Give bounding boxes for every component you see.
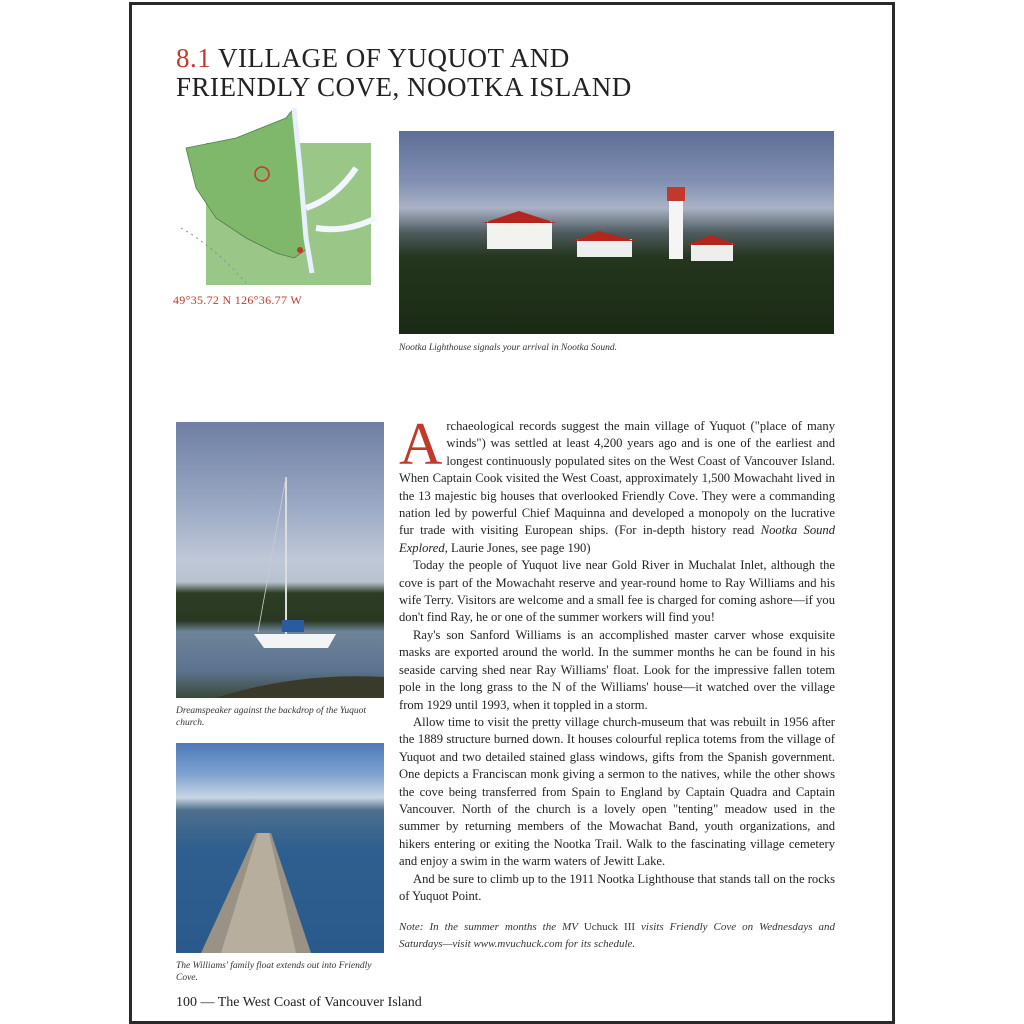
text-column xyxy=(399,411,836,953)
schedule-note xyxy=(399,919,835,953)
section-number: 8.1 xyxy=(176,43,212,73)
lighthouse-photo xyxy=(399,131,834,334)
nootka-island-map xyxy=(176,108,382,290)
dock-photo xyxy=(176,743,384,953)
paragraph: Today the people of Yuquot live near Gold River in Muchalat Inlet, although the cove is part of the Mowachaht reserve and year-round home to Ray Williams and his wife Terry. Visitors are welcome and a small fee is charged for coming ashore—if you don't find Ray, he or one of the summer workers will find you! xyxy=(399,558,835,625)
page-footer: 100 — The West Coast of Vancouver Island xyxy=(176,995,422,1010)
title-line-2: FRIENDLY COVE, NOOTKA ISLAND xyxy=(176,72,632,102)
map-coordinates: 49°35.72 N 126°36.77 W xyxy=(173,293,302,307)
paragraph: And be sure to climb up to the 1911 Nootka Lighthouse that stands tall on the rocks of Yuquot Point. xyxy=(399,871,835,903)
book-title: Nootka Sound Explored xyxy=(399,523,836,555)
note-text: Note: In the summer months the MV xyxy=(399,921,584,934)
sailboat-caption: Dreamspeaker against the backdrop of the Yuquot church. xyxy=(176,706,366,728)
paragraph-text: rchaeological records suggest the main village of Yuquot ("place of many winds") was settled at least 4,200 years ago and is one of the earliest and longest continuously populated sites on the West Coast of Vancouver Island. When Captain Cook visited the West Coast, approximately 1,500 Mowachaht lived in the 13 majestic big houses that overlooked Friendly Cove. They were a commanding nation led by powerful Chief Maquinna and developed a monopoly on the lucrative fur trade with visiting European ships. (For in-depth history read xyxy=(399,419,835,538)
paragraph: Allow time to visit the pretty village church-museum that was rebuilt in 1956 after the 1889 structure burned down. It houses colourful replica totems from the village of Yuquot and two detailed stained glass windows, gifts from the Spanish government. One depicts a Franciscan monk giving a sermon to the natives, while the other shows the cove being transferred from Spain to England by Captain Quadra and Captain Vancouver. North of the church is a lovely open "tenting" meadow used in the summer by returning members of the Mowachat Band, youth organizations, and hikers entering or exiting the Nootka Trail. Walk to the fascinating village cemetery and enjoy a swim in the warm waters of Jewitt Lake. xyxy=(399,714,835,869)
paragraph: Ray's son Sanford Williams is an accomplished master carver whose exquisite masks are exported around the world. In the summer months he can be found in his seaside carving shed near Ray Williams' float. Look for the impressive fallen totem pole in the long grass to the N of the Williams' house—it watched over the village from 1929 until 1993, when it toppled in a storm. xyxy=(399,627,835,712)
paragraph-text: , Laurie Jones, see page 190) xyxy=(444,540,591,555)
page-title xyxy=(176,44,632,102)
note-text: visits Friendly Cove on Wednesdays and Saturdays—visit www.mvuchuck.com for its schedule. xyxy=(399,921,835,951)
article-body xyxy=(399,411,836,905)
drop-cap: A xyxy=(399,411,443,477)
dock-caption: The Williams' family float extends out into Friendly Cove. xyxy=(176,961,372,983)
lighthouse-caption: Nootka Lighthouse signals your arrival in Nootka Sound. xyxy=(399,343,617,353)
title-line-1: VILLAGE OF YUQUOT AND xyxy=(218,43,570,73)
paragraph xyxy=(399,411,836,557)
sailboat-photo xyxy=(176,422,384,698)
ship-name: Uchuck III xyxy=(583,921,636,934)
